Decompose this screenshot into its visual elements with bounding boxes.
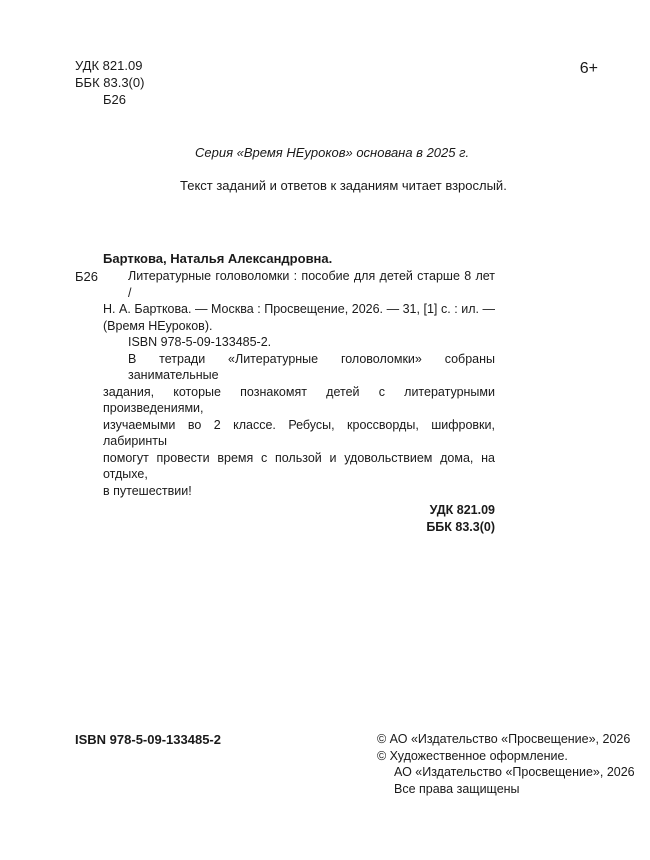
udk-label-catalog: УДК 821.09 [429,503,495,517]
rights-reserved: Все права защищены [394,781,520,796]
annotation-line: изучаемыми во 2 классе. Ребусы, кроссворды, шифровки, лабиринты [103,417,495,448]
annotation-line: В тетради «Литературные головоломки» собраны занимательные [128,351,495,382]
series-note: Серия «Время НЕуроков» основана в 2025 г. [195,145,470,160]
author-mark-catalog: Б26 [75,269,98,284]
isbn-bottom: ISBN 978-5-09-133485-2 [75,732,221,747]
reader-note: Текст заданий и ответов к заданиям читает взрослый. [180,178,507,193]
copyright-line: © АО «Издательство «Просвещение», 2026 [377,732,631,746]
copyright-block [377,731,635,797]
bibliographic-line: Литературные головоломки : пособие для детей старше 8 лет / [128,269,495,300]
age-rating: 6+ [579,60,598,77]
annotation-line: помогут провести время с пользой и удовольствием дома, на отдыхе, [103,450,495,481]
copyright-line: АО «Издательство «Просвещение», 2026 [394,765,635,779]
bbk-label-catalog: ББК 83.3(0) [426,519,495,534]
catalog-description [103,268,495,535]
bibliographic-line: Н. А. Барткова. — Москва : Просвещение, 2026. — 31, [1] с. : ил. — [103,302,495,316]
catalog-isbn: ISBN 978-5-09-133485-2. [128,335,272,349]
udk-label-top: УДК 821.09 [75,58,143,73]
annotation-line: в путешествии! [103,483,192,498]
annotation-line: задания, которые познакомят детей с литературными произведениями, [103,384,495,415]
bbk-label-top: ББК 83.3(0) [75,75,145,90]
copyright-line: © Художественное оформление. [377,748,568,763]
catalog-heading: Барткова, Наталья Александровна. [103,251,333,266]
bibliographic-line: (Время НЕуроков). [103,318,213,333]
author-mark-top: Б26 [103,92,126,107]
